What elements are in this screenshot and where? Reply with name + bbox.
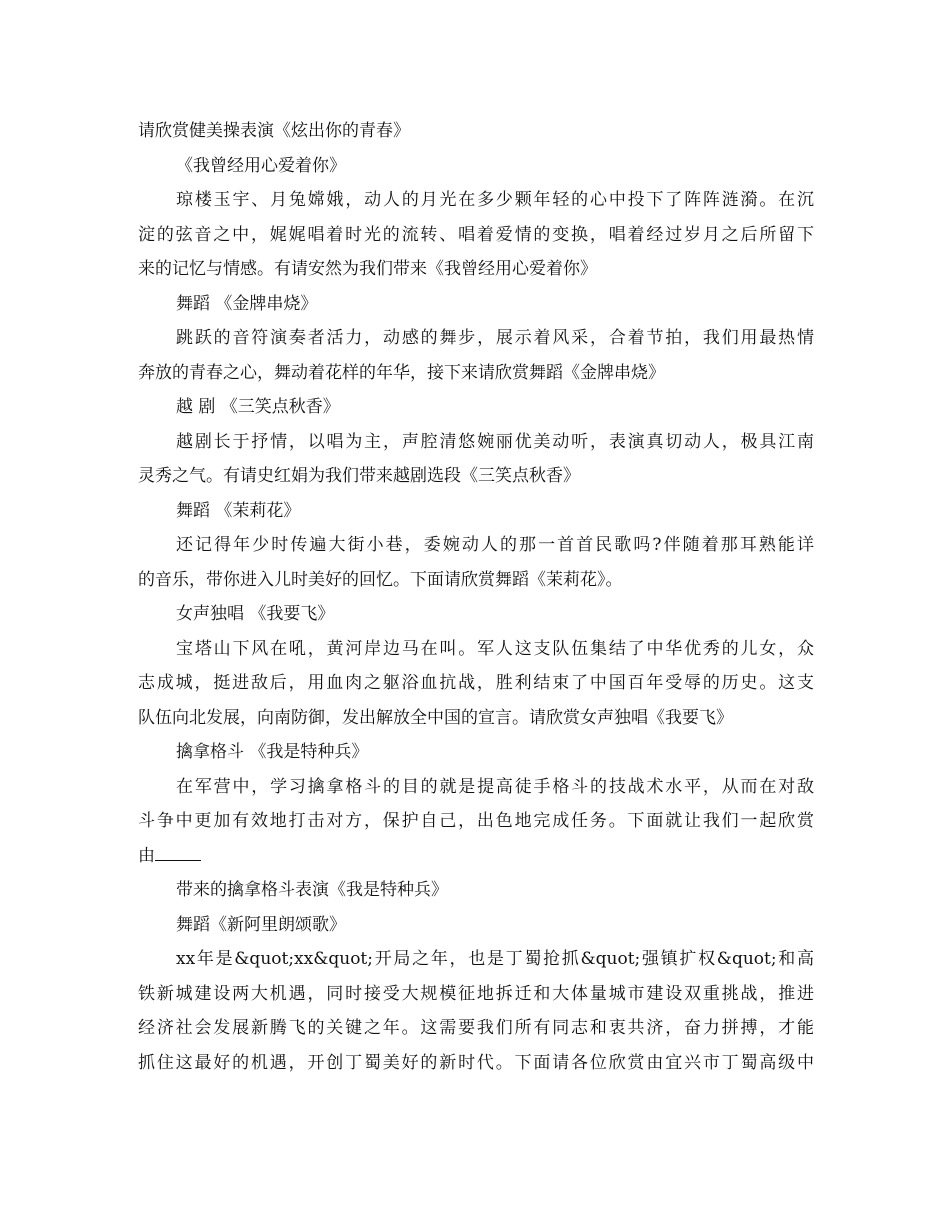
document-page (138, 116, 814, 1082)
fill-in-blank (155, 842, 201, 861)
paragraph-text: 由 (138, 845, 155, 866)
paragraph-line: 队伍向北发展，向南防御，发出解放全中国的宣言。请欣赏女声独唱《我要飞》 (138, 707, 733, 728)
section-heading: 舞蹈 《茉莉花》 (176, 500, 301, 521)
paragraph-line: 志成城，挺进敌后，用血肉之躯浴血抗战，胜利结束了中国百年受辱的历史。这支 (138, 673, 814, 693)
section-heading: 女声独唱 《我要飞》 (176, 604, 335, 624)
paragraph-line: 琼楼玉宇、月兔嫦娥，动人的月光在多少颗年轻的心中投下了阵阵涟漪。在沉 (176, 190, 814, 210)
paragraph-line: 跳跃的音符演奏者活力，动感的舞步，展示着风采，合着节拍，我们用最热情 (176, 328, 814, 348)
paragraph-line: 来的记忆与情感。有请安然为我们带来《我曾经用心爱着你》 (138, 259, 597, 279)
text-line: 请欣赏健美操表演《炫出你的青春》 (138, 121, 410, 141)
paragraph-line: 抓住这最好的机遇，开创丁蜀美好的新时代。下面请各位欣赏由宜兴市丁蜀高级中 (138, 1052, 814, 1073)
paragraph-line: 灵秀之气。有请史红娟为我们带来越剧选段《三笑点秋香》 (138, 466, 580, 486)
section-heading: 《我曾经用心爱着你》 (176, 155, 346, 176)
paragraph-line: 斗争中更加有效地打击对方，保护自己，出色地完成任务。下面就让我们一起欣赏 (138, 811, 814, 831)
paragraph-line: 宝塔山下风在吼，黄河岸边马在叫。军人这支队伍集结了中华优秀的儿女，众 (176, 638, 814, 659)
paragraph-line: 铁新城建设两大机遇，同时接受大规模征地拆迁和大体量城市建设双重挑战，推进 (138, 983, 814, 1004)
paragraph-line: 淀的弦音之中，娓娓唱着时光的流转、唱着爱情的变换，唱着经过岁月之后所留下 (138, 224, 814, 245)
paragraph-line: 的音乐，带你进入儿时美好的回忆。下面请欣赏舞蹈《茉莉花》。 (138, 569, 623, 590)
paragraph-line: 经济社会发展新腾飞的关键之年。这需要我们所有同志和衷共济，奋力拼搏，才能 (138, 1018, 814, 1038)
paragraph-line: 越剧长于抒情，以唱为主，声腔清悠婉丽优美动听，表演真切动人，极具江南 (176, 431, 814, 452)
paragraph-line: 带来的擒拿格斗表演《我是特种兵》 (176, 880, 448, 900)
paragraph-line: 在军营中，学习擒拿格斗的目的就是提高徒手格斗的技战术水平，从而在对敌 (176, 776, 814, 797)
paragraph-line: 奔放的青春之心，舞动着花样的年华，接下来请欣赏舞蹈《金牌串烧》 (138, 362, 665, 383)
section-heading: 越 剧 《三笑点秋香》 (176, 397, 340, 417)
paragraph-line: 还记得年少时传遍大街小巷，委婉动人的那一首首民歌吗?伴随着那耳熟能详 (176, 535, 814, 555)
section-heading: 擒拿格斗 《我是特种兵》 (176, 742, 369, 762)
paragraph-line: xx年是&quot;xx&quot;开局之年，也是丁蜀抢抓&quot;强镇扩权&quot;和高 (176, 949, 814, 969)
section-heading: 舞蹈 《金牌串烧》 (176, 293, 318, 314)
paragraph-line-with-blank (138, 841, 814, 871)
section-heading: 舞蹈《新阿里朗颂歌》 (176, 914, 346, 935)
